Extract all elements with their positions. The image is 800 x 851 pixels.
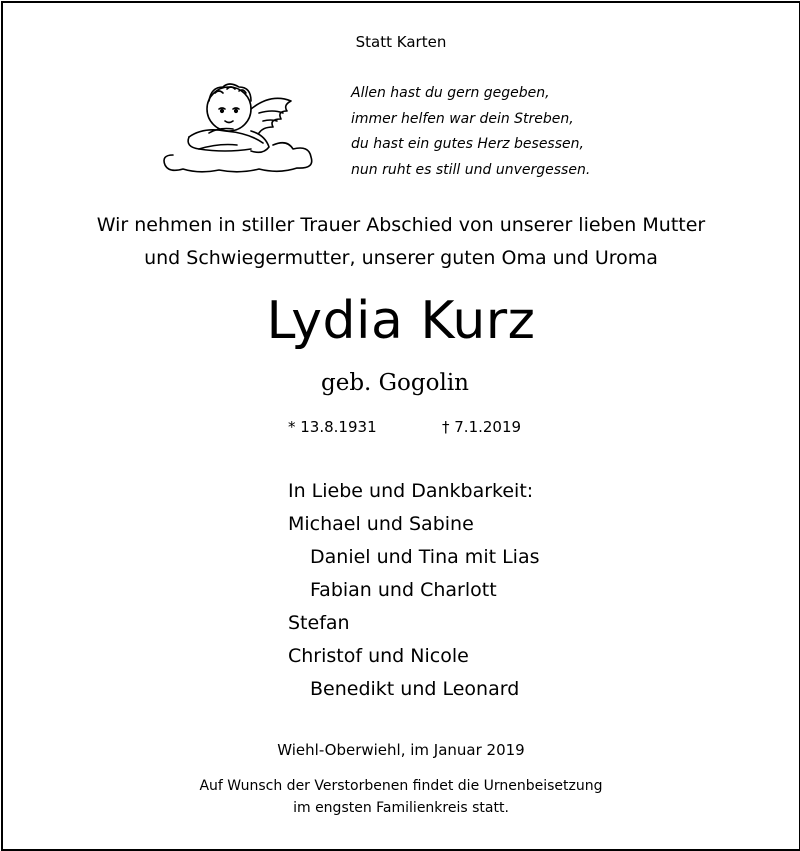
cherub-icon — [159, 75, 319, 173]
header-text: Statt Karten — [355, 33, 447, 51]
mourner-line: Christof und Nicole — [288, 645, 469, 667]
death-date: † 7.1.2019 — [442, 418, 522, 436]
poem-line: immer helfen war dein Streben, — [351, 110, 574, 127]
poem-line: nun ruht es still und unvergessen. — [351, 161, 591, 178]
poem-line: Allen hast du gern gegeben, — [351, 85, 550, 101]
place-date: Wiehl-Oberwiehl, im Januar 2019 — [277, 741, 525, 759]
mourner-line: Fabian und Charlott — [310, 579, 497, 601]
mourners-intro: In Liebe und Dankbarkeit: — [288, 480, 534, 502]
birth-date: * 13.8.1931 — [288, 418, 377, 436]
poem-line: du hast ein gutes Herz besessen, — [351, 136, 584, 152]
notice-line: im engsten Familienkreis statt. — [293, 800, 509, 816]
intro-line: Wir nehmen in stiller Trauer Abschied von unserer lieben Mutter — [96, 214, 706, 236]
mourner-line: Stefan — [288, 612, 350, 634]
mourner-line: Benedikt und Leonard — [310, 678, 520, 700]
obituary-notice — [1, 1, 800, 851]
mourner-line: Michael und Sabine — [288, 513, 474, 535]
intro-text — [3, 209, 799, 275]
mourners-list — [288, 475, 540, 706]
maiden-name: geb. Gogolin — [321, 370, 469, 396]
poem — [351, 81, 590, 183]
intro-line: und Schwiegermutter, unserer guten Oma und Uroma — [144, 247, 658, 269]
mourner-line: Daniel und Tina mit Lias — [310, 546, 540, 568]
deceased-name: Lydia Kurz — [266, 291, 536, 351]
burial-notice — [3, 775, 799, 819]
notice-line: Auf Wunsch der Verstorbenen findet die Urnenbeisetzung — [199, 778, 603, 794]
